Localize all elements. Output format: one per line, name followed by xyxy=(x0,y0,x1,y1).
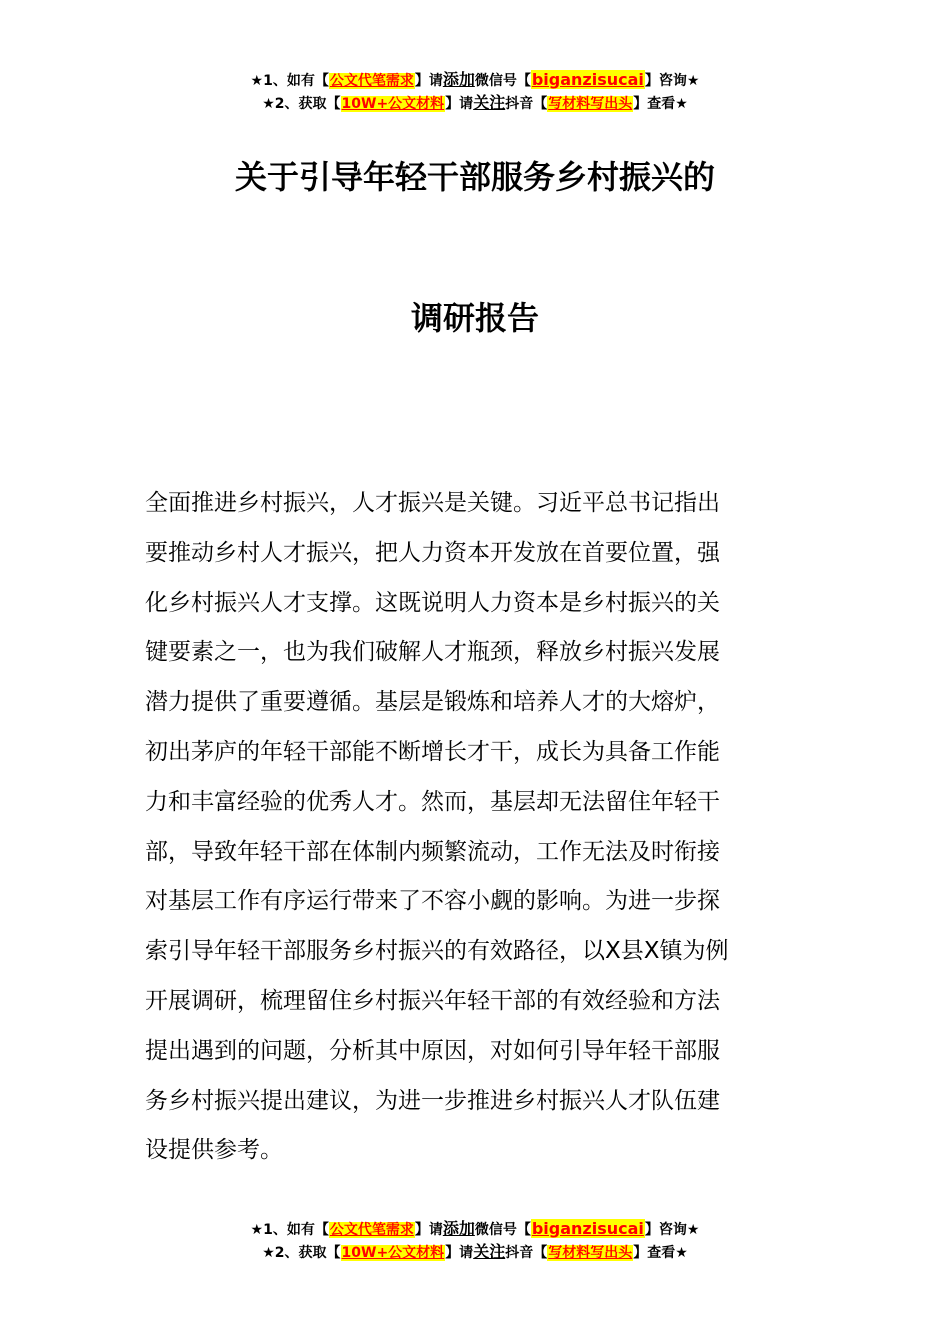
body-line: 设提供参考。 xyxy=(145,1137,283,1164)
body-line: 潜力提供了重要遵循。基层是锻炼和培养人才的大熔炉， xyxy=(145,689,720,716)
highlight-materials[interactable]: 10W+公文材料 xyxy=(341,1245,445,1261)
bottom-banner xyxy=(0,1218,950,1264)
page-title-line-1: 关于引导年轻干部服务乡村振兴的 xyxy=(234,158,715,196)
banner-text: ★1、如有【 xyxy=(250,1222,329,1238)
body-line: 开展调研，梳理留住乡村振兴年轻干部的有效经验和方法 xyxy=(145,987,720,1014)
banner-line-2 xyxy=(0,1241,950,1264)
banner-text: 微信号【 xyxy=(474,1222,531,1238)
body-line: 全面推进乡村振兴，人才振兴是关键。习近平总书记指出 xyxy=(145,490,720,516)
banner-emphasis: 关注 xyxy=(473,1242,506,1261)
banner-line-1 xyxy=(0,1218,950,1241)
body-paragraph xyxy=(145,479,810,1176)
highlight-wechat-id[interactable]: biganzisucai xyxy=(531,70,644,89)
body-line: 化乡村振兴人才支撑。这既说明人力资本是乡村振兴的关 xyxy=(145,589,720,616)
banner-emphasis: 添加 xyxy=(442,1219,475,1238)
body-line: 部，导致年轻干部在体制内频繁流动，工作无法及时衔接 xyxy=(145,838,720,865)
banner-text: 】请 xyxy=(445,96,474,112)
banner-line-2 xyxy=(0,92,950,115)
highlight-douyin[interactable]: 写材料写出头 xyxy=(548,1245,633,1261)
page-title-line-2: 调研报告 xyxy=(410,299,539,337)
banner-text: 】请 xyxy=(414,73,443,89)
banner-text: 】请 xyxy=(414,1222,443,1238)
highlight-service[interactable]: 公文代笔需求 xyxy=(329,73,414,89)
highlight-wechat-id[interactable]: biganzisucai xyxy=(531,1219,644,1238)
banner-text: 】咨询★ xyxy=(644,73,700,89)
banner-text: 】查看★ xyxy=(633,96,688,112)
banner-text: 抖音【 xyxy=(505,96,548,112)
body-line: 键要素之一，也为我们破解人才瓶颈，释放乡村振兴发展 xyxy=(145,639,720,666)
banner-line-1 xyxy=(0,69,950,92)
banner-text: 微信号【 xyxy=(474,73,531,89)
banner-text: ★2、获取【 xyxy=(262,96,341,112)
highlight-service[interactable]: 公文代笔需求 xyxy=(329,1222,414,1238)
body-line: 要推动乡村人才振兴，把人力资本开发放在首要位置，强 xyxy=(145,539,720,566)
banner-text: ★1、如有【 xyxy=(250,73,329,89)
banner-text: 】查看★ xyxy=(633,1245,688,1261)
banner-text: 】请 xyxy=(445,1245,474,1261)
body-line: 提出遇到的问题，分析其中原因，对如何引导年轻干部服 xyxy=(145,1037,720,1064)
banner-text: ★2、获取【 xyxy=(262,1245,341,1261)
body-line: 索引导年轻干部服务乡村振兴的有效路径，以X县X镇为例 xyxy=(145,938,729,965)
banner-text: 】咨询★ xyxy=(644,1222,700,1238)
body-line: 务乡村振兴提出建议，为进一步推进乡村振兴人才队伍建 xyxy=(145,1087,720,1114)
highlight-materials[interactable]: 10W+公文材料 xyxy=(341,96,445,112)
body-line: 初出茅庐的年轻干部能不断增长才干，成长为具备工作能 xyxy=(145,738,720,765)
banner-text: 抖音【 xyxy=(505,1245,548,1261)
top-banner xyxy=(0,69,950,115)
body-line: 对基层工作有序运行带来了不容小觑的影响。为进一步探 xyxy=(145,888,720,915)
body-line: 力和丰富经验的优秀人才。然而，基层却无法留住年轻干 xyxy=(145,788,720,815)
highlight-douyin[interactable]: 写材料写出头 xyxy=(548,96,633,112)
banner-emphasis: 添加 xyxy=(442,70,475,89)
banner-emphasis: 关注 xyxy=(473,93,506,112)
